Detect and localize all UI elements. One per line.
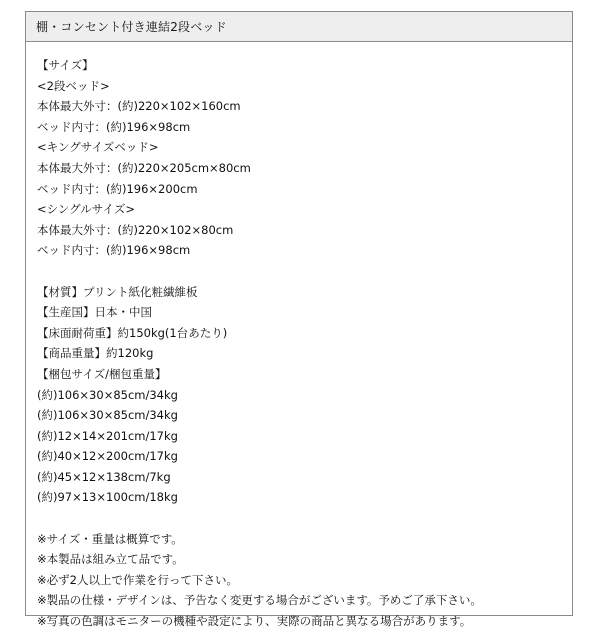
spec-line: (約)12×14×201cm/17kg	[37, 428, 178, 443]
notes-section	[37, 529, 572, 632]
note-line: ※本製品は組み立て品です。	[37, 552, 184, 567]
spec-section	[37, 282, 572, 509]
spec-line: 【床面耐荷重】約150kg(1台あたり)	[37, 325, 228, 340]
panel-body	[26, 42, 572, 632]
size-line: 本体最大外寸：(約)220×205cm×80cm	[37, 160, 251, 175]
panel-header	[26, 12, 572, 42]
size-line: 本体最大外寸：(約)220×102×160cm	[37, 99, 241, 114]
size-line: <シングルサイズ>	[37, 202, 135, 217]
size-heading: 【サイズ】	[37, 58, 94, 72]
spec-line: (約)45×12×138cm/7kg	[37, 469, 171, 484]
size-line: ベッド内寸：(約)196×98cm	[37, 119, 191, 134]
size-section	[37, 55, 572, 261]
spec-line: (約)106×30×85cm/34kg	[37, 408, 178, 423]
note-line: ※サイズ・重量は概算です。	[37, 531, 183, 546]
spec-line: 【生産国】日本・中国	[37, 305, 152, 320]
spec-line: (約)97×13×100cm/18kg	[37, 490, 178, 505]
size-line: <2段ベッド>	[37, 78, 110, 93]
note-line: ※写真の色調はモニターの機種や設定により、実際の商品と異なる場合があります。	[37, 614, 472, 629]
spec-line: (約)106×30×85cm/34kg	[37, 387, 178, 402]
spec-line: 【商品重量】約120kg	[37, 346, 154, 361]
section-spacer	[37, 261, 572, 282]
size-line: 本体最大外寸：(約)220×102×80cm	[37, 222, 234, 237]
note-line: ※必ず2人以上で作業を行って下さい。	[37, 572, 238, 587]
panel-title: 棚・コンセント付き連結2段ベッド	[36, 20, 227, 34]
size-line: ベッド内寸：(約)196×98cm	[37, 243, 191, 258]
spec-line: 【梱包サイズ/梱包重量】	[37, 366, 167, 381]
note-line: ※製品の仕様・デザインは、予告なく変更する場合がございます。予めご了承下さい。	[37, 593, 482, 608]
size-line: ベッド内寸：(約)196×200cm	[37, 181, 198, 196]
section-spacer	[37, 508, 572, 529]
spec-panel	[25, 11, 573, 629]
size-line: <キングサイズベッド>	[37, 140, 159, 155]
spec-line: (約)40×12×200cm/17kg	[37, 449, 178, 464]
spec-line: 【材質】プリント紙化粧繊維板	[37, 284, 198, 299]
